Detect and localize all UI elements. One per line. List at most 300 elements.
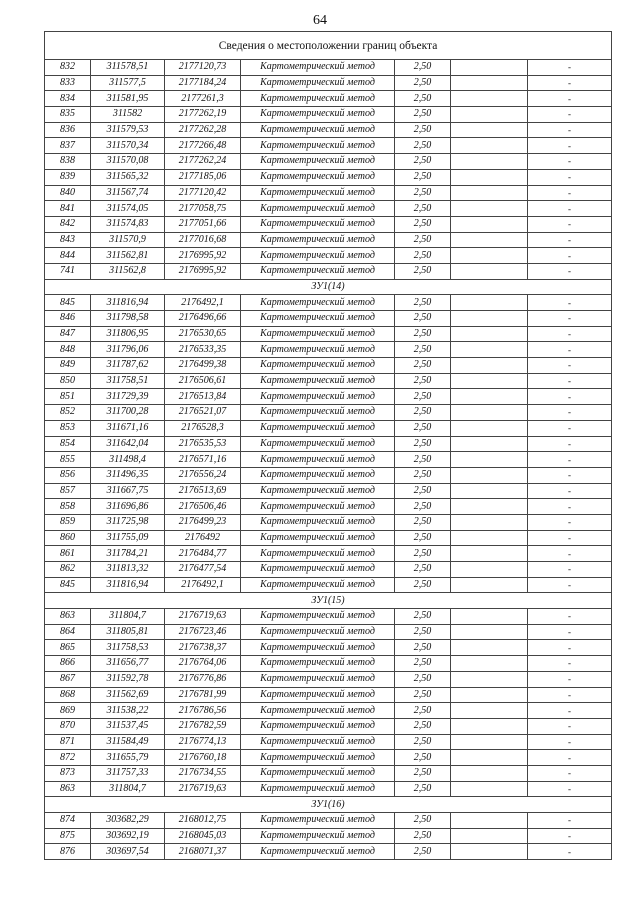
note-cell: - [528, 373, 612, 389]
coord-y-cell: 2176492,1 [165, 295, 241, 311]
accuracy-cell: 2,50 [395, 467, 451, 483]
table-row [45, 562, 612, 578]
note-cell: - [528, 467, 612, 483]
accuracy-cell: 2,50 [395, 138, 451, 154]
coord-y-cell: 2177261,3 [165, 91, 241, 107]
table-row [45, 138, 612, 154]
method-cell: Картометрический метод [241, 577, 395, 593]
table-title-row [45, 32, 612, 60]
method-cell: Картометрический метод [241, 138, 395, 154]
method-cell: Картометрический метод [241, 671, 395, 687]
coord-y-cell: 2176719,63 [165, 609, 241, 625]
table-row [45, 718, 612, 734]
accuracy-cell: 2,50 [395, 718, 451, 734]
table-row [45, 609, 612, 625]
table-row [45, 734, 612, 750]
accuracy-cell: 2,50 [395, 373, 451, 389]
coord-x-cell: 311671,16 [91, 420, 165, 436]
note-cell: - [528, 248, 612, 264]
coord-x-cell: 311757,33 [91, 765, 165, 781]
coord-y-cell: 2176513,84 [165, 389, 241, 405]
coord-y-cell: 2177184,24 [165, 75, 241, 91]
accuracy-cell: 2,50 [395, 624, 451, 640]
coord-y-cell: 2176506,61 [165, 373, 241, 389]
note-cell: - [528, 734, 612, 750]
section-label: ЗУ1(14) [45, 279, 612, 295]
coord-x-cell: 311562,81 [91, 248, 165, 264]
coord-x-cell: 311642,04 [91, 436, 165, 452]
note-cell: - [528, 107, 612, 123]
table-row [45, 169, 612, 185]
table-row [45, 154, 612, 170]
note-cell: - [528, 844, 612, 860]
coord-y-cell: 2176499,38 [165, 358, 241, 374]
note-cell: - [528, 750, 612, 766]
table-row [45, 624, 612, 640]
method-cell: Картометрический метод [241, 734, 395, 750]
coord-x-cell: 311816,94 [91, 295, 165, 311]
coord-y-cell: 2176786,56 [165, 703, 241, 719]
table-row [45, 546, 612, 562]
empty-cell [451, 530, 528, 546]
empty-cell [451, 169, 528, 185]
table-row [45, 263, 612, 279]
accuracy-cell: 2,50 [395, 311, 451, 327]
method-cell: Картометрический метод [241, 452, 395, 468]
note-cell: - [528, 703, 612, 719]
note-cell: - [528, 138, 612, 154]
note-cell: - [528, 499, 612, 515]
note-cell: - [528, 420, 612, 436]
method-cell: Картометрический метод [241, 703, 395, 719]
method-cell: Картометрический метод [241, 373, 395, 389]
note-cell: - [528, 828, 612, 844]
point-number-cell: 838 [45, 154, 91, 170]
point-number-cell: 850 [45, 373, 91, 389]
method-cell: Картометрический метод [241, 248, 395, 264]
coord-y-cell: 2176781,99 [165, 687, 241, 703]
accuracy-cell: 2,50 [395, 201, 451, 217]
coord-y-cell: 2177262,24 [165, 154, 241, 170]
note-cell: - [528, 122, 612, 138]
coord-y-cell: 2176764,06 [165, 656, 241, 672]
accuracy-cell: 2,50 [395, 295, 451, 311]
coord-x-cell: 311806,95 [91, 326, 165, 342]
empty-cell [451, 436, 528, 452]
method-cell: Картометрический метод [241, 216, 395, 232]
table-row [45, 499, 612, 515]
accuracy-cell: 2,50 [395, 389, 451, 405]
note-cell: - [528, 436, 612, 452]
coord-y-cell: 2176492 [165, 530, 241, 546]
point-number-cell: 844 [45, 248, 91, 264]
table-row [45, 122, 612, 138]
accuracy-cell: 2,50 [395, 703, 451, 719]
coord-y-cell: 2176774,13 [165, 734, 241, 750]
point-number-cell: 836 [45, 122, 91, 138]
empty-cell [451, 813, 528, 829]
coord-x-cell: 311577,5 [91, 75, 165, 91]
coord-y-cell: 2177120,73 [165, 60, 241, 76]
coord-y-cell: 2176995,92 [165, 263, 241, 279]
method-cell: Картометрический метод [241, 154, 395, 170]
empty-cell [451, 499, 528, 515]
table-row [45, 750, 612, 766]
note-cell: - [528, 75, 612, 91]
coord-x-cell: 311656,77 [91, 656, 165, 672]
accuracy-cell: 2,50 [395, 232, 451, 248]
note-cell: - [528, 91, 612, 107]
table-title: Сведения о местоположении границ объекта [45, 32, 612, 60]
point-number-cell: 741 [45, 263, 91, 279]
method-cell: Картометрический метод [241, 311, 395, 327]
empty-cell [451, 326, 528, 342]
accuracy-cell: 2,50 [395, 734, 451, 750]
note-cell: - [528, 60, 612, 76]
empty-cell [451, 452, 528, 468]
empty-cell [451, 514, 528, 530]
coord-y-cell: 2176556,24 [165, 467, 241, 483]
coord-x-cell: 311813,32 [91, 562, 165, 578]
coord-x-cell: 311696,86 [91, 499, 165, 515]
table-row [45, 201, 612, 217]
coord-y-cell: 2177051,66 [165, 216, 241, 232]
empty-cell [451, 734, 528, 750]
empty-cell [451, 624, 528, 640]
coord-y-cell: 2176734,55 [165, 765, 241, 781]
accuracy-cell: 2,50 [395, 185, 451, 201]
coord-x-cell: 311565,32 [91, 169, 165, 185]
empty-cell [451, 546, 528, 562]
table-row [45, 342, 612, 358]
note-cell: - [528, 405, 612, 421]
note-cell: - [528, 342, 612, 358]
note-cell: - [528, 609, 612, 625]
empty-cell [451, 577, 528, 593]
accuracy-cell: 2,50 [395, 263, 451, 279]
method-cell: Картометрический метод [241, 75, 395, 91]
accuracy-cell: 2,50 [395, 750, 451, 766]
note-cell: - [528, 311, 612, 327]
table-row [45, 358, 612, 374]
coord-x-cell: 311655,79 [91, 750, 165, 766]
coord-y-cell: 2176533,35 [165, 342, 241, 358]
table-row [45, 295, 612, 311]
empty-cell [451, 201, 528, 217]
note-cell: - [528, 169, 612, 185]
note-cell: - [528, 185, 612, 201]
coord-x-cell: 311574,83 [91, 216, 165, 232]
note-cell: - [528, 452, 612, 468]
coord-y-cell: 2177262,28 [165, 122, 241, 138]
table-row [45, 687, 612, 703]
coord-x-cell: 311570,9 [91, 232, 165, 248]
accuracy-cell: 2,50 [395, 358, 451, 374]
coord-x-cell: 311496,35 [91, 467, 165, 483]
empty-cell [451, 91, 528, 107]
coord-x-cell: 311804,7 [91, 781, 165, 797]
note-cell: - [528, 813, 612, 829]
empty-cell [451, 703, 528, 719]
accuracy-cell: 2,50 [395, 483, 451, 499]
empty-cell [451, 671, 528, 687]
note-cell: - [528, 562, 612, 578]
coord-y-cell: 2176521,07 [165, 405, 241, 421]
method-cell: Картометрический метод [241, 609, 395, 625]
method-cell: Картометрический метод [241, 122, 395, 138]
method-cell: Картометрический метод [241, 358, 395, 374]
table-row [45, 467, 612, 483]
coord-y-cell: 2176506,46 [165, 499, 241, 515]
coord-x-cell: 311581,95 [91, 91, 165, 107]
empty-cell [451, 420, 528, 436]
table-row [45, 530, 612, 546]
table-row [45, 577, 612, 593]
table-row [45, 656, 612, 672]
coord-x-cell: 303682,29 [91, 813, 165, 829]
coord-y-cell: 2176535,53 [165, 436, 241, 452]
note-cell: - [528, 656, 612, 672]
note-cell: - [528, 765, 612, 781]
accuracy-cell: 2,50 [395, 671, 451, 687]
note-cell: - [528, 514, 612, 530]
coord-x-cell: 303692,19 [91, 828, 165, 844]
method-cell: Картометрический метод [241, 687, 395, 703]
point-number-cell: 834 [45, 91, 91, 107]
method-cell: Картометрический метод [241, 185, 395, 201]
coord-x-cell: 311787,62 [91, 358, 165, 374]
coord-y-cell: 2176530,65 [165, 326, 241, 342]
accuracy-cell: 2,50 [395, 452, 451, 468]
accuracy-cell: 2,50 [395, 546, 451, 562]
coord-x-cell: 311796,06 [91, 342, 165, 358]
method-cell: Картометрический метод [241, 546, 395, 562]
accuracy-cell: 2,50 [395, 60, 451, 76]
accuracy-cell: 2,50 [395, 169, 451, 185]
accuracy-cell: 2,50 [395, 640, 451, 656]
accuracy-cell: 2,50 [395, 326, 451, 342]
point-number-cell: 862 [45, 562, 91, 578]
point-number-cell: 863 [45, 781, 91, 797]
method-cell: Картометрический метод [241, 295, 395, 311]
method-cell: Картометрический метод [241, 514, 395, 530]
empty-cell [451, 844, 528, 860]
point-number-cell: 874 [45, 813, 91, 829]
method-cell: Картометрический метод [241, 781, 395, 797]
note-cell: - [528, 358, 612, 374]
empty-cell [451, 483, 528, 499]
section-header-row [45, 593, 612, 609]
coord-x-cell: 311700,28 [91, 405, 165, 421]
empty-cell [451, 232, 528, 248]
note-cell: - [528, 263, 612, 279]
coord-x-cell: 311667,75 [91, 483, 165, 499]
coord-x-cell: 311567,74 [91, 185, 165, 201]
point-number-cell: 852 [45, 405, 91, 421]
table-row [45, 514, 612, 530]
note-cell: - [528, 671, 612, 687]
empty-cell [451, 248, 528, 264]
accuracy-cell: 2,50 [395, 514, 451, 530]
accuracy-cell: 2,50 [395, 813, 451, 829]
point-number-cell: 843 [45, 232, 91, 248]
table-row [45, 373, 612, 389]
point-number-cell: 863 [45, 609, 91, 625]
table-row [45, 405, 612, 421]
method-cell: Картометрический метод [241, 624, 395, 640]
table-row [45, 91, 612, 107]
accuracy-cell: 2,50 [395, 436, 451, 452]
method-cell: Картометрический метод [241, 640, 395, 656]
empty-cell [451, 656, 528, 672]
point-number-cell: 854 [45, 436, 91, 452]
coord-y-cell: 2176484,77 [165, 546, 241, 562]
table-row [45, 483, 612, 499]
empty-cell [451, 342, 528, 358]
empty-cell [451, 138, 528, 154]
method-cell: Картометрический метод [241, 483, 395, 499]
method-cell: Картометрический метод [241, 499, 395, 515]
point-number-cell: 840 [45, 185, 91, 201]
coord-y-cell: 2176513,69 [165, 483, 241, 499]
note-cell: - [528, 546, 612, 562]
note-cell: - [528, 483, 612, 499]
coord-x-cell: 311498,4 [91, 452, 165, 468]
point-number-cell: 832 [45, 60, 91, 76]
table-row [45, 389, 612, 405]
coord-x-cell: 311537,45 [91, 718, 165, 734]
coord-x-cell: 311578,51 [91, 60, 165, 76]
table-row [45, 216, 612, 232]
method-cell: Картометрический метод [241, 169, 395, 185]
accuracy-cell: 2,50 [395, 154, 451, 170]
point-number-cell: 846 [45, 311, 91, 327]
point-number-cell: 841 [45, 201, 91, 217]
coord-y-cell: 2176782,59 [165, 718, 241, 734]
method-cell: Картометрический метод [241, 813, 395, 829]
empty-cell [451, 358, 528, 374]
table-row [45, 311, 612, 327]
empty-cell [451, 640, 528, 656]
point-number-cell: 861 [45, 546, 91, 562]
coord-x-cell: 311582 [91, 107, 165, 123]
method-cell: Картометрический метод [241, 436, 395, 452]
note-cell: - [528, 624, 612, 640]
empty-cell [451, 687, 528, 703]
coord-y-cell: 2168012,75 [165, 813, 241, 829]
coord-x-cell: 311755,09 [91, 530, 165, 546]
empty-cell [451, 75, 528, 91]
coord-x-cell: 311758,53 [91, 640, 165, 656]
method-cell: Картометрический метод [241, 718, 395, 734]
empty-cell [451, 311, 528, 327]
point-number-cell: 860 [45, 530, 91, 546]
method-cell: Картометрический метод [241, 765, 395, 781]
empty-cell [451, 828, 528, 844]
accuracy-cell: 2,50 [395, 530, 451, 546]
boundary-coordinates-table [44, 31, 612, 860]
accuracy-cell: 2,50 [395, 609, 451, 625]
accuracy-cell: 2,50 [395, 781, 451, 797]
accuracy-cell: 2,50 [395, 577, 451, 593]
point-number-cell: 872 [45, 750, 91, 766]
coord-x-cell: 311570,08 [91, 154, 165, 170]
accuracy-cell: 2,50 [395, 248, 451, 264]
point-number-cell: 870 [45, 718, 91, 734]
accuracy-cell: 2,50 [395, 75, 451, 91]
point-number-cell: 864 [45, 624, 91, 640]
method-cell: Картометрический метод [241, 656, 395, 672]
empty-cell [451, 405, 528, 421]
point-number-cell: 848 [45, 342, 91, 358]
note-cell: - [528, 295, 612, 311]
method-cell: Картометрический метод [241, 201, 395, 217]
coord-y-cell: 2176723,46 [165, 624, 241, 640]
empty-cell [451, 216, 528, 232]
point-number-cell: 855 [45, 452, 91, 468]
empty-cell [451, 373, 528, 389]
method-cell: Картометрический метод [241, 326, 395, 342]
point-number-cell: 833 [45, 75, 91, 91]
coord-x-cell: 311592,78 [91, 671, 165, 687]
table-row [45, 781, 612, 797]
empty-cell [451, 122, 528, 138]
empty-cell [451, 467, 528, 483]
empty-cell [451, 750, 528, 766]
table-row [45, 248, 612, 264]
empty-cell [451, 609, 528, 625]
note-cell: - [528, 326, 612, 342]
point-number-cell: 858 [45, 499, 91, 515]
table-row [45, 765, 612, 781]
coord-y-cell: 2176499,23 [165, 514, 241, 530]
table-row [45, 452, 612, 468]
table-row [45, 844, 612, 860]
method-cell: Картометрический метод [241, 844, 395, 860]
point-number-cell: 845 [45, 577, 91, 593]
point-number-cell: 867 [45, 671, 91, 687]
coord-x-cell: 311570,34 [91, 138, 165, 154]
point-number-cell: 876 [45, 844, 91, 860]
accuracy-cell: 2,50 [395, 405, 451, 421]
accuracy-cell: 2,50 [395, 765, 451, 781]
table-row [45, 671, 612, 687]
coord-y-cell: 2177058,75 [165, 201, 241, 217]
point-number-cell: 849 [45, 358, 91, 374]
section-header-row [45, 279, 612, 295]
method-cell: Картометрический метод [241, 342, 395, 358]
note-cell: - [528, 577, 612, 593]
point-number-cell: 845 [45, 295, 91, 311]
method-cell: Картометрический метод [241, 750, 395, 766]
empty-cell [451, 154, 528, 170]
accuracy-cell: 2,50 [395, 342, 451, 358]
empty-cell [451, 562, 528, 578]
coord-y-cell: 2176477,54 [165, 562, 241, 578]
coord-x-cell: 311805,81 [91, 624, 165, 640]
coord-x-cell: 311804,7 [91, 609, 165, 625]
empty-cell [451, 765, 528, 781]
coord-x-cell: 311758,51 [91, 373, 165, 389]
note-cell: - [528, 718, 612, 734]
coord-y-cell: 2177120,42 [165, 185, 241, 201]
coord-y-cell: 2176738,37 [165, 640, 241, 656]
point-number-cell: 839 [45, 169, 91, 185]
empty-cell [451, 60, 528, 76]
page-number: 64 [313, 13, 327, 28]
point-number-cell: 866 [45, 656, 91, 672]
coord-y-cell: 2176571,16 [165, 452, 241, 468]
